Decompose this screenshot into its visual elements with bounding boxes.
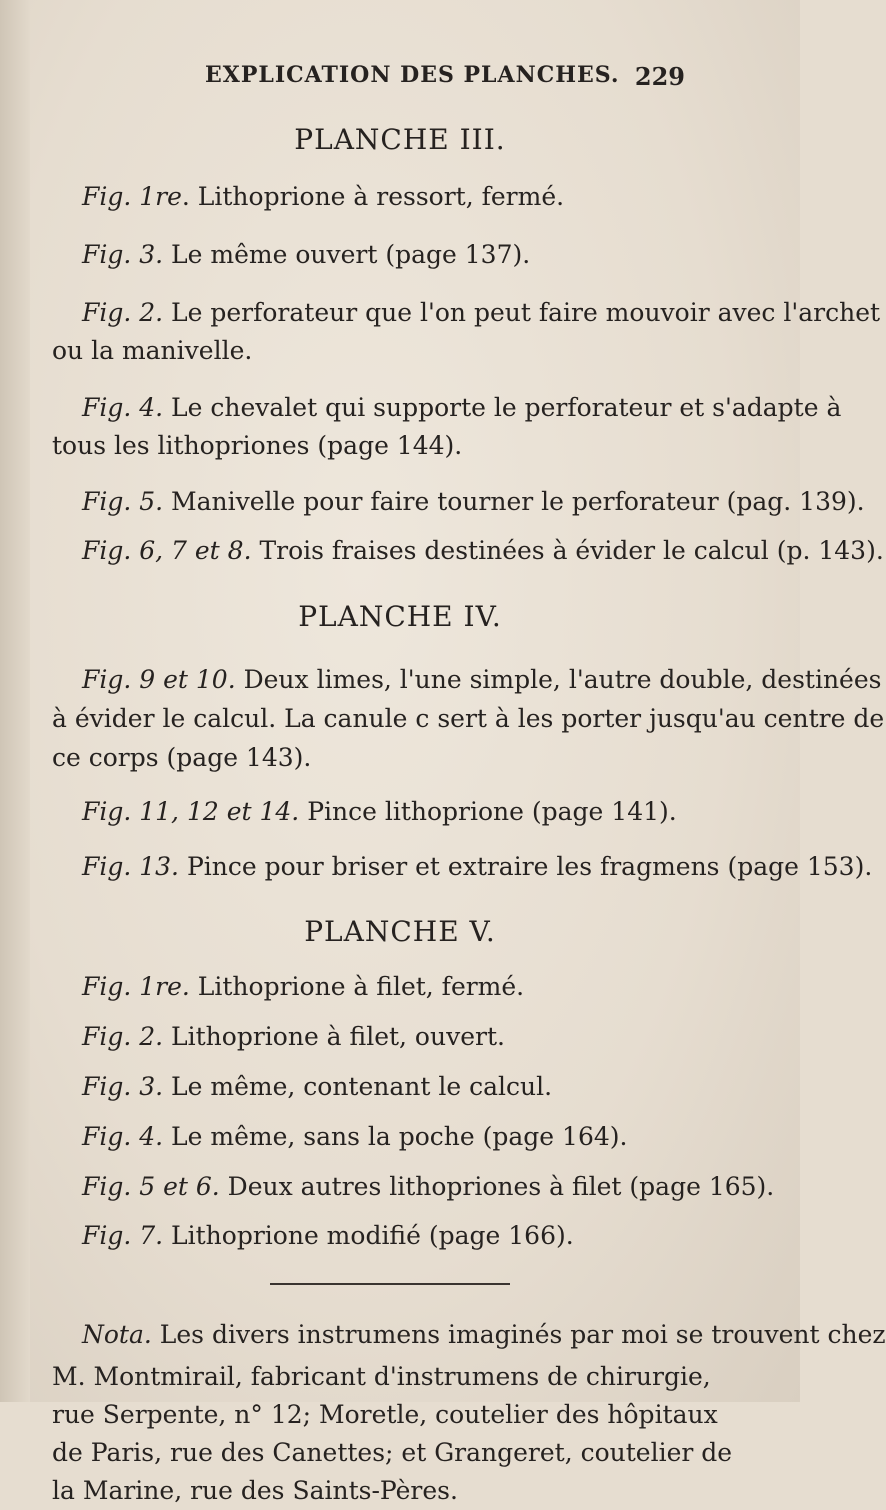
- entry-line: Fig. 7. Lithoprione modifié (page 166).: [82, 1221, 574, 1250]
- page-number: 229: [634, 62, 685, 91]
- entry-line: Fig. 5 et 6. Deux autres lithopriones à filet (page 165).: [82, 1172, 775, 1201]
- running-title: EXPLICATION DES PLANCHES.: [205, 62, 620, 88]
- entry-line: Fig. 13. Pince pour briser et extraire les fragmens (page 153).: [82, 852, 873, 881]
- entry-continuation: ce corps (page 143).: [52, 743, 312, 772]
- entry-line: Fig. 6, 7 et 8. Trois fraises destinées à évider le calcul (p. 143).: [82, 536, 884, 565]
- entry-line: Fig. 5. Manivelle pour faire tourner le perforateur (pag. 139).: [82, 487, 865, 516]
- entry-line: Fig. 1re. Lithoprione à filet, fermé.: [82, 972, 525, 1001]
- plate-heading-3: PLANCHE III.: [294, 123, 506, 156]
- nota-line: M. Montmirail, fabricant d'instrumens de chirurgie, rue Serpente, n° 12; Moretle, coutelier des hôpitaux de Paris, rue des Canettes; et Grangeret, coutelier de la Marine, rue des Saints-Pères.: [52, 1362, 733, 1505]
- page-edge: [0, 0, 30, 1402]
- plate-heading-4: PLANCHE IV.: [298, 600, 502, 633]
- entry-line: Fig. 1re. Lithoprione à ressort, fermé.: [82, 182, 565, 211]
- entry-continuation: tous les lithopriones (page 144).: [52, 431, 463, 460]
- entry-continuation: ou la manivelle.: [52, 336, 253, 365]
- entry-line: Fig. 4. Le même, sans la poche (page 164).: [82, 1122, 628, 1151]
- entry-line: Fig. 3. Le même, contenant le calcul.: [82, 1072, 553, 1101]
- running-header: [205, 62, 685, 102]
- nota-line: Nota. Les divers instrumens imaginés par moi se trouvent chez: [82, 1320, 886, 1349]
- separator-rule: [270, 1283, 510, 1285]
- entry-line: Fig. 2. Lithoprione à filet, ouvert.: [82, 1022, 505, 1051]
- plate-heading-5: PLANCHE V.: [304, 915, 496, 948]
- entry-line: Fig. 4. Le chevalet qui supporte le perforateur et s'adapte à: [82, 393, 842, 422]
- entry-continuation: à évider le calcul. La canule c sert à les porter jusqu'au centre de: [52, 704, 885, 733]
- entry-line: Fig. 3. Le même ouvert (page 137).: [82, 240, 531, 269]
- entry-line: Fig. 11, 12 et 14. Pince lithoprione (page 141).: [82, 797, 677, 826]
- entry-line: Fig. 9 et 10. Deux limes, l'une simple, l'autre double, destinées: [82, 665, 882, 694]
- entry-line: Fig. 2. Le perforateur que l'on peut faire mouvoir avec l'archet: [82, 298, 881, 327]
